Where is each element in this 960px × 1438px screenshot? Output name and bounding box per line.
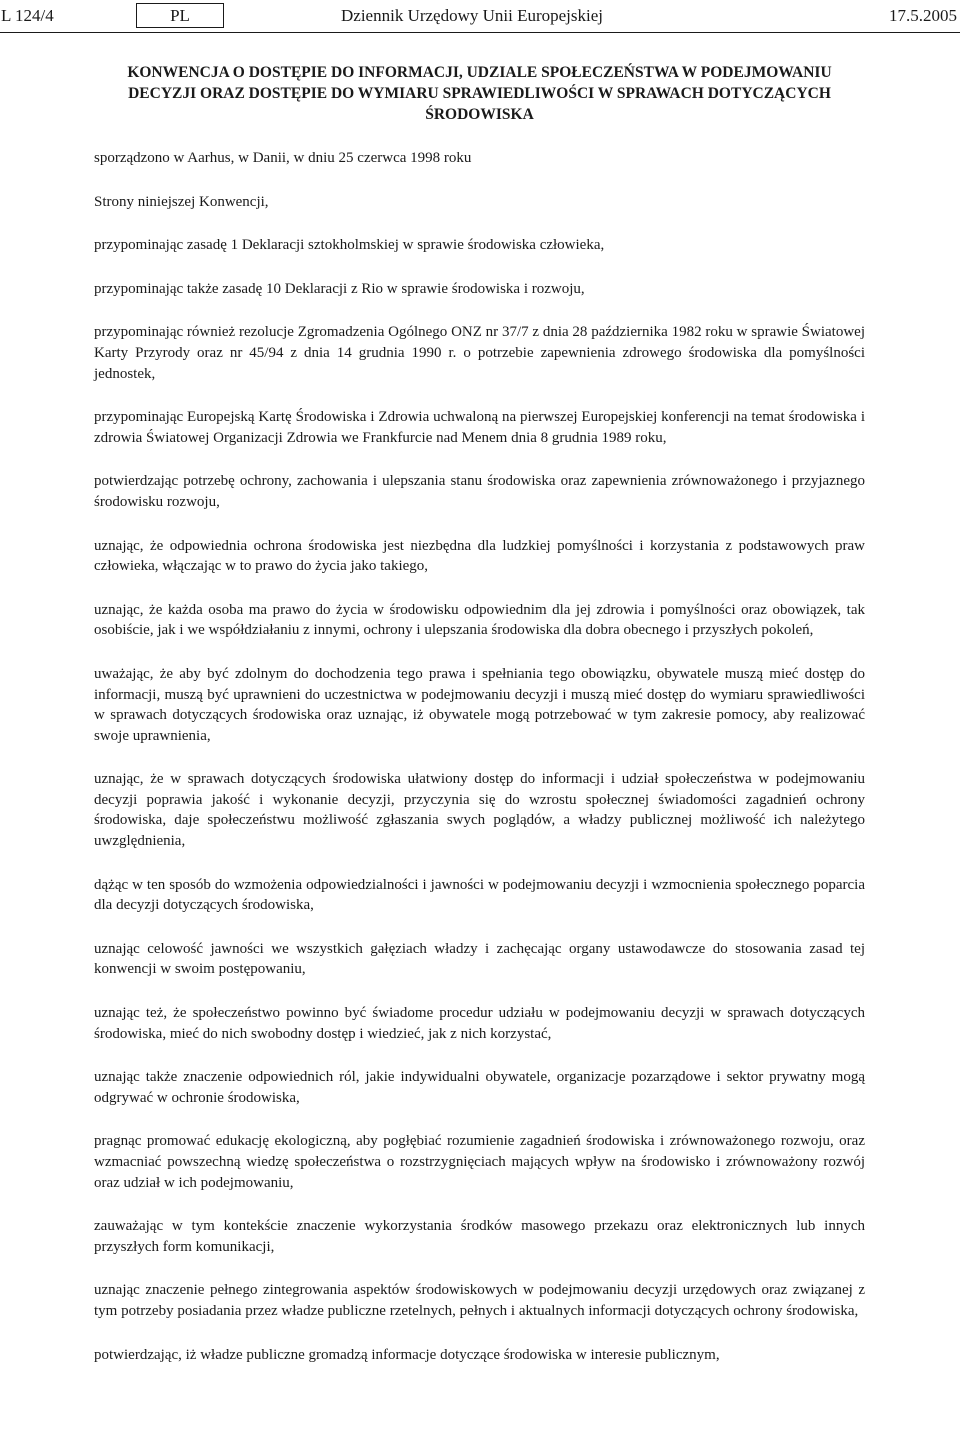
paragraph: uznając, że w sprawach dotyczących środowiska ułatwiony dostęp do informacji i udział społeczeństwa w podejmowaniu decyzji poprawia jakość i wykonanie decyzji, przyczynia się do wzrostu społecznej świadomości zagadnień ochrony środowiska, daje społeczeństwu możliwość zgłaszania swych poglądów, a władzy publicznej możliwość ich należytego uwzględnienia, (94, 771, 865, 850)
paragraph: zauważając w tym kontekście znaczenie wykorzystania środków masowego przekazu oraz elektronicznych lub innych przyszłych form komunikacji, (94, 1218, 865, 1255)
header-divider (0, 32, 960, 33)
paragraph: uznając znaczenie pełnego zintegrowania aspektów środowiskowych w podejmowaniu decyzji urzędowych oraz związanej z tym potrzeby posiadania przez władze publiczne rzetelnych, pełnych i aktualnych informacji dotyczących ochrony środowiska, (94, 1282, 865, 1319)
publication-date: 17.5.2005 (889, 6, 957, 25)
paragraph-place-date: sporządzono w Aarhus, w Danii, w dniu 25 czerwca 1998 roku (94, 150, 472, 166)
paragraph: uznając celowość jawności we wszystkich gałęziach władzy i zachęcając organy ustawodawcze do stosowania zasad tej konwencji w swoim postępowaniu, (94, 940, 865, 978)
paragraph: uznając, że każda osoba ma prawo do życia w środowisku odpowiednim dla jej zdrowia i pomyślności oraz obowiązek, tak osobiście, jak i we współdziałaniu z innymi, ochrony i ulepszania środowiska dla dobra obecnego i przyszłych pokoleń, (94, 601, 865, 639)
paragraph-parties: Strony niniejszej Konwencji, (94, 193, 269, 210)
paragraph: przypominając również rezolucje Zgromadzenia Ogólnego ONZ nr 37/7 z dnia 28 października 1982 roku w sprawie Światowej Karty Przyrody oraz nr 45/94 z dnia 14 grudnia 1990 r. o potrzebie zapewnienia zdrowego środowiska dla pomyślności jednostek, (94, 324, 865, 382)
document-title: KONWENCJA O DOSTĘPIE DO INFORMACJI, UDZIALE SPOŁECZEŃSTWA W PODEJMOWANIU DECYZJI ORAZ DOSTĘPIE DO WYMIARU SPRAWIEDLIWOŚCI W SPRAWACH DOTYCZĄCYCH ŚRODOWISKA (127, 64, 832, 123)
paragraph: potwierdzając potrzebę ochrony, zachowania i ulepszania stanu środowiska oraz zapewnienia zrównoważonego i przyjaznego środowisku rozwoju, (94, 473, 865, 510)
page-header (0, 4, 960, 32)
paragraph: przypominając Europejską Kartę Środowiska i Zdrowia uchwaloną na pierwszej Europejskiej konferencji na temat środowiska i zdrowia Światowej Organizacji Zdrowia we Frankfurcie nad Menem dnia 8 grudnia 1989 roku, (94, 409, 865, 446)
paragraph: przypominając także zasadę 10 Deklaracji z Rio w sprawie środowiska i rozwoju, (94, 280, 585, 297)
paragraph: uznając, że odpowiednia ochrona środowiska jest niezbędna dla ludzkiej pomyślności i korzystania z podstawowych praw człowieka, włączając w to prawo do życia jako takiego, (94, 537, 865, 575)
journal-title: Dziennik Urzędowy Unii Europejskiej (341, 6, 604, 25)
paragraph: dążąc w ten sposób do wzmożenia odpowiedzialności i jawności w podejmowaniu decyzji i wzmocnienia społecznego poparcia dla decyzji dotyczących środowiska, (94, 876, 865, 914)
paragraph: uważając, że aby być zdolnym do dochodzenia tego prawa i spełniania tego obowiązku, obywatele muszą mieć dostęp do informacji, muszą być uprawnieni do uczestnictwa w podejmowaniu decyzji i muszą mieć dostęp do wymiaru sprawiedliwości w sprawach dotyczących środowiska oraz uznając, iż obywatele mogą potrzebować w tym zakresie pomocy, aby realizować swoje uprawnienia, (94, 665, 865, 744)
paragraph: przypominając zasadę 1 Deklaracji sztokholmskiej w sprawie środowiska człowieka, (94, 237, 605, 254)
page-reference: L 124/4 (1, 6, 54, 25)
paragraph: pragnąc promować edukację ekologiczną, aby pogłębiać rozumienie zagadnień środowiska i zrównoważonego rozwoju, oraz wzmacniać powszechną wiedzę społeczeństwa o rozstrzygnięciach mających wpływ na środowisko i zrównoważony rozwój oraz udział w ich podejmowaniu, (94, 1133, 865, 1191)
document-body (94, 62, 865, 1365)
language-code-box: PL (136, 3, 224, 28)
paragraph: potwierdzając, iż władze publiczne gromadzą informacje dotyczące środowiska w interesie publicznym, (94, 1346, 720, 1363)
paragraph: uznając też, że społeczeństwo powinno być świadome procedur udziału w podejmowaniu decyzji w sprawach dotyczących środowiska, mieć do nich swobodny dostęp i wiedzieć, jak z nich korzystać, (94, 1005, 865, 1042)
paragraph: uznając także znaczenie odpowiednich ról, jakie indywidualni obywatele, organizacje pozarządowe i sektor prywatny mogą odgrywać w ochronie środowiska, (94, 1069, 865, 1106)
